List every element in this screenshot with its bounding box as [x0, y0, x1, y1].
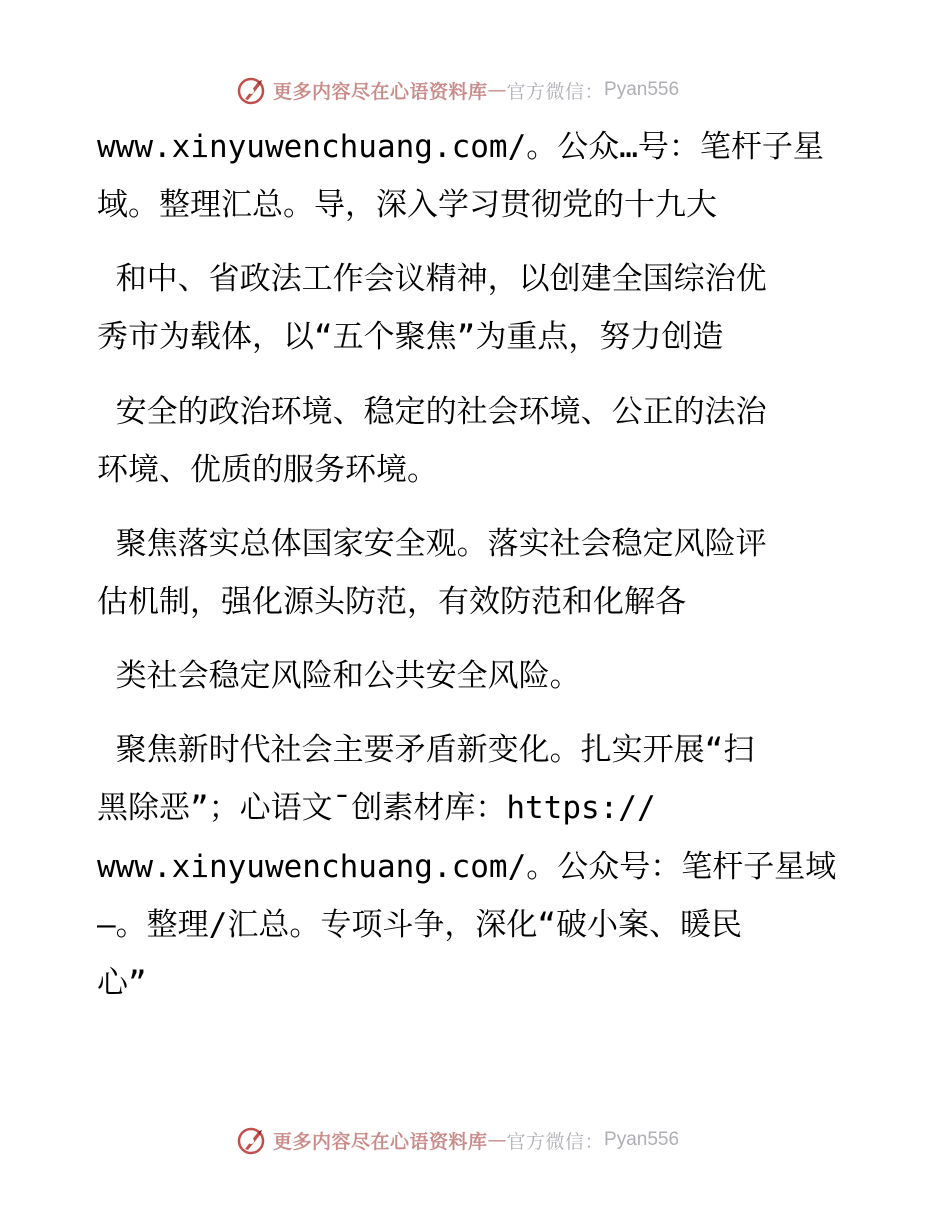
- body-line: 类社会稳定风险和公共安全风险。: [97, 658, 581, 694]
- footer-contact-handle: Pyan556: [604, 1129, 680, 1150]
- body-line: www.xinyuwenchuang.com/。公众…号：笔杆子星: [97, 129, 824, 165]
- header-banner: [236, 72, 756, 108]
- body-line: 聚焦新时代社会主要矛盾新变化。扎实开展“扫: [97, 732, 755, 768]
- footer-contact-label: 官方微信：: [506, 1130, 605, 1153]
- body-line: 域。整理汇总。导，深入学习贯彻党的十九大: [97, 187, 717, 223]
- header-brand-text: 更多内容尽在心语资料库: [273, 80, 488, 103]
- quill-pen-icon: [236, 1124, 268, 1156]
- body-line: 和中、省政法工作会议精神，以创建全国综治优: [97, 261, 767, 297]
- body-line: —。整理/汇总。专项斗争，深化“破小案、暖民: [97, 907, 742, 943]
- body-line: 安全的政治环境、稳定的社会环境、公正的法治: [97, 394, 767, 430]
- header-separator: —: [487, 79, 507, 101]
- body-line: 秀市为载体，以“五个聚焦”为重点，努力创造: [97, 319, 724, 355]
- body-line: 聚焦落实总体国家安全观。落实社会稳定风险评: [97, 526, 767, 562]
- footer-banner: [236, 1122, 756, 1158]
- body-line: 环境、优质的服务环境。: [97, 452, 438, 488]
- footer-brand-text: 更多内容尽在心语资料库: [273, 1130, 488, 1153]
- quill-pen-icon: [236, 74, 268, 106]
- body-line: 心”: [97, 965, 147, 1001]
- body-line: www.xinyuwenchuang.com/。公众号：笔杆子星域: [97, 849, 837, 885]
- body-line: 黑除恶”；心语文¯创素材库：https://: [97, 790, 656, 826]
- header-contact-handle: Pyan556: [604, 79, 680, 100]
- footer-separator: —: [487, 1129, 507, 1151]
- body-line: 估机制，强化源头防范，有效防范和化解各: [97, 584, 686, 620]
- header-contact-label: 官方微信：: [506, 80, 605, 103]
